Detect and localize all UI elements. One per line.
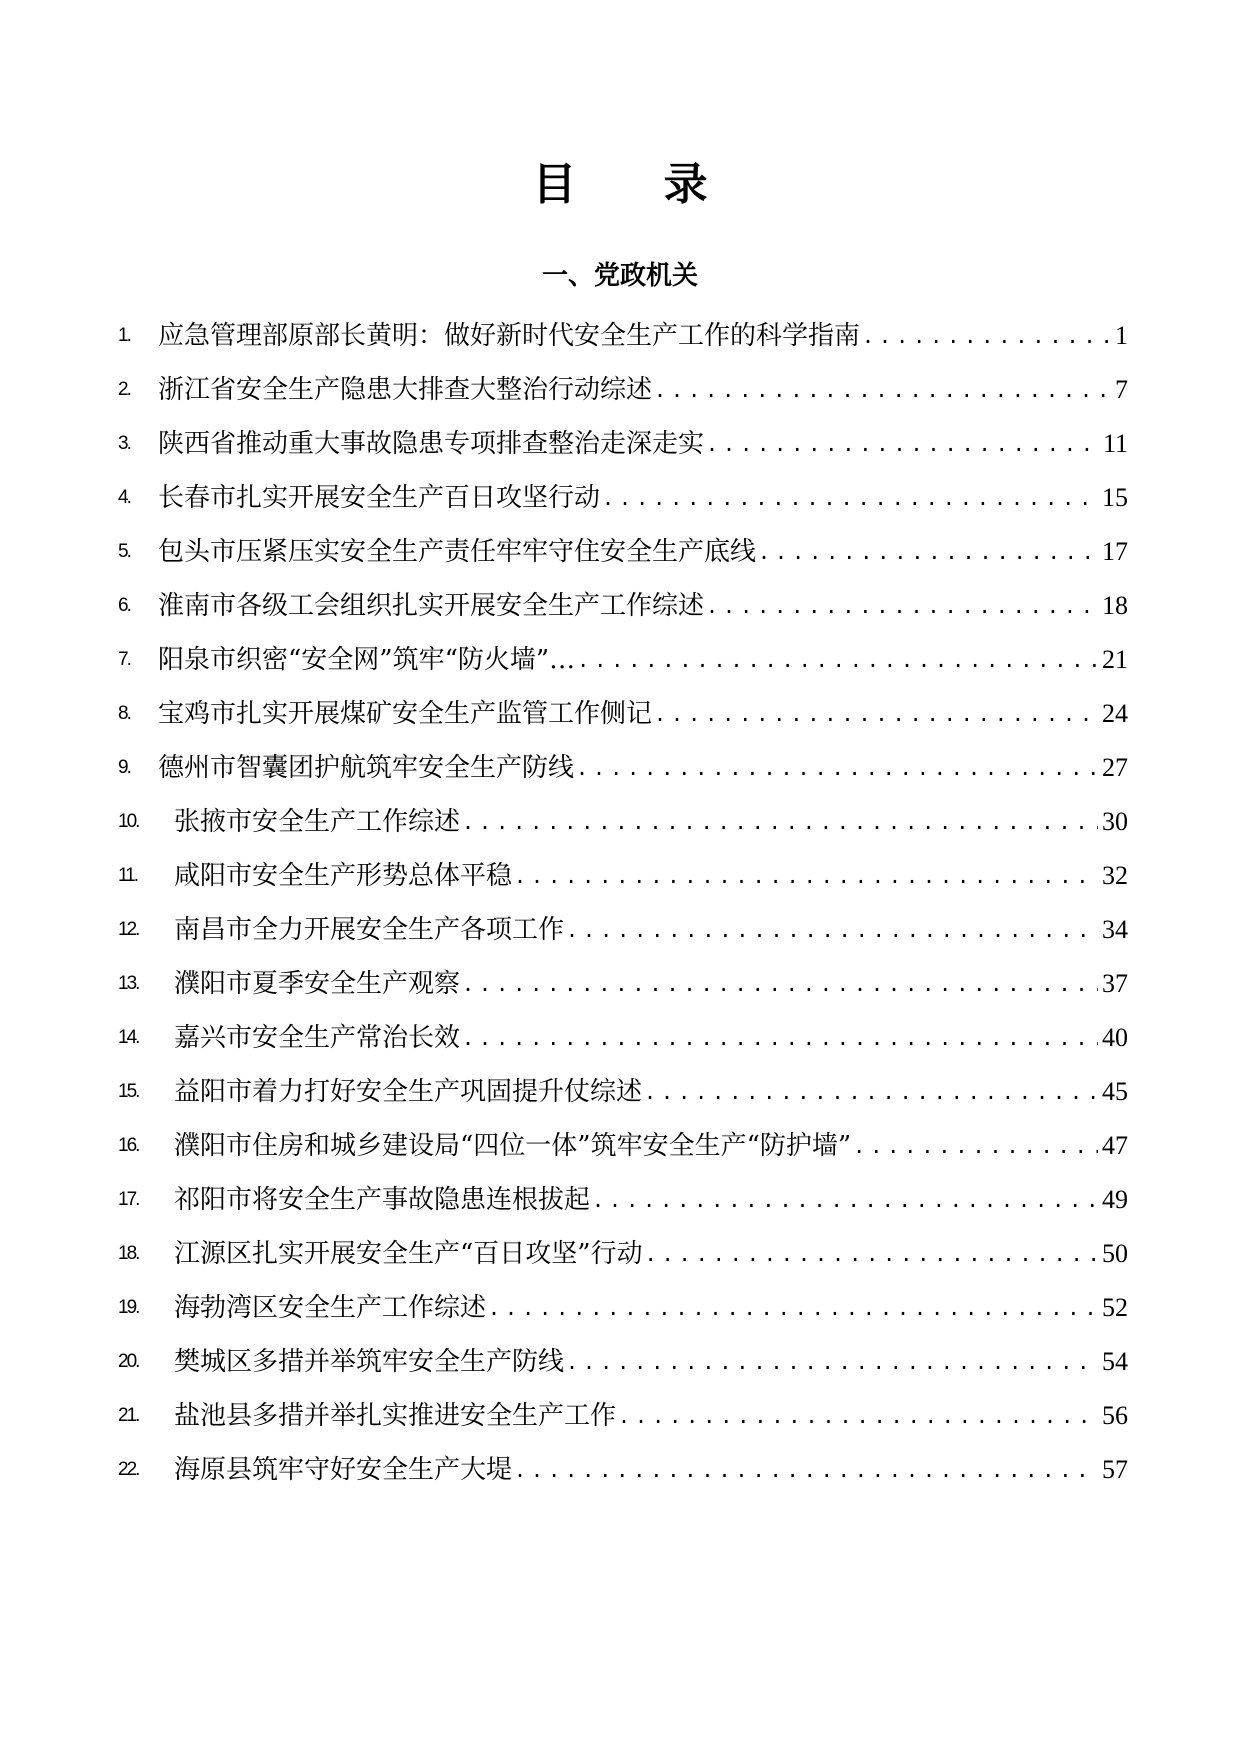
toc-entry-number: 3. (118, 433, 130, 454)
toc-entry-title: 宝鸡市扎实开展煤矿安全生产监管工作侧记 (158, 699, 653, 729)
toc-entry[interactable] (118, 1065, 1128, 1119)
toc-entry-page: 1 (1115, 321, 1128, 350)
toc-entry-title: 嘉兴市安全生产常治长效 (174, 1023, 461, 1053)
toc-entry[interactable] (118, 1119, 1128, 1173)
toc-entry-title: 益阳市着力打好安全生产巩固提升仗综述 (174, 1077, 643, 1107)
toc-entry-title: 咸阳市安全生产形势总体平稳 (174, 861, 513, 891)
toc-entry-page: 37 (1102, 969, 1128, 998)
toc-entry-title: 盐池县多措并举扎实推进安全生产工作 (174, 1401, 617, 1431)
toc-entry-number: 21. (118, 1405, 139, 1426)
toc-entry[interactable] (118, 849, 1128, 903)
toc-entry-number: 15. (118, 1081, 139, 1102)
toc-entry-number: 1. (118, 325, 130, 346)
toc-entry[interactable] (118, 633, 1128, 687)
page-title: 目 录 (532, 159, 744, 210)
toc-dot-leader (514, 849, 1098, 903)
toc-entry-page: 17 (1102, 537, 1128, 566)
toc-entry[interactable] (118, 363, 1128, 417)
toc-entry-title: 海勃湾区安全生产工作综述 (174, 1293, 487, 1323)
toc-entry-title: 淮南市各级工会组织扎实开展安全生产工作综述 (158, 591, 705, 621)
toc-dot-leader (592, 1173, 1098, 1227)
toc-entry-title: 樊城区多措并举筑牢安全生产防线 (174, 1347, 565, 1377)
toc-entry[interactable] (118, 687, 1128, 741)
toc-entry-title: 濮阳市住房和城乡建设局“四位一体”筑牢安全生产“防护墙” (174, 1131, 852, 1161)
toc-entry-number: 22. (118, 1459, 139, 1480)
toc-entry[interactable] (118, 525, 1128, 579)
toc-entry-page: 7 (1115, 375, 1128, 404)
toc-dot-leader (462, 1011, 1098, 1065)
toc-entry-page: 18 (1102, 591, 1128, 620)
toc-entry-title: 南昌市全力开展安全生产各项工作 (174, 915, 565, 945)
toc-entry-number: 12. (118, 919, 139, 940)
toc-entry[interactable] (118, 1389, 1128, 1443)
toc-entry-page: 21 (1102, 645, 1128, 674)
toc-entry-number: 5. (118, 541, 130, 562)
toc-dot-leader (514, 1443, 1098, 1497)
toc-dot-leader (462, 957, 1098, 1011)
toc-entry[interactable] (118, 741, 1128, 795)
toc-entry-title: 江源区扎实开展安全生产“百日攻坚”行动 (174, 1239, 643, 1269)
toc-entry-number: 8. (118, 703, 130, 724)
toc-dot-leader (654, 363, 1110, 417)
toc-entry-page: 57 (1102, 1455, 1128, 1484)
toc-entry-page: 30 (1102, 807, 1128, 836)
toc-entry-number: 13. (118, 973, 139, 994)
toc-dot-leader (645, 1227, 1098, 1281)
toc-entry-page: 34 (1102, 915, 1128, 944)
toc-entry-page: 52 (1102, 1293, 1128, 1322)
toc-dot-leader (862, 309, 1110, 363)
toc-entry-title: 阳泉市织密“安全网”筑牢“防火墙”… (158, 645, 576, 675)
toc-entry-page: 56 (1102, 1401, 1128, 1430)
toc-entry[interactable] (118, 1011, 1128, 1065)
toc-entry[interactable] (118, 309, 1128, 363)
toc-dot-leader (566, 903, 1098, 957)
toc-dot-leader (654, 687, 1098, 741)
toc-entry-title: 长春市扎实开展安全生产百日攻坚行动 (158, 483, 601, 513)
toc-entry-number: 16. (118, 1135, 139, 1156)
toc-entry[interactable] (118, 471, 1128, 525)
toc-entry-page: 32 (1102, 861, 1128, 890)
toc-entry-page: 45 (1102, 1077, 1128, 1106)
toc-entry[interactable] (118, 1335, 1128, 1389)
section-heading: 一、党政机关 (541, 261, 698, 291)
toc-entry-title: 海原县筑牢守好安全生产大堤 (174, 1455, 513, 1485)
toc-entry-number: 20. (118, 1351, 139, 1372)
toc-entry[interactable] (118, 957, 1128, 1011)
toc-entry[interactable] (118, 903, 1128, 957)
toc-entry-page: 54 (1102, 1347, 1128, 1376)
toc-dot-leader (618, 1389, 1098, 1443)
toc-entry[interactable] (118, 1173, 1128, 1227)
toc-entry-number: 10. (118, 811, 139, 832)
toc-dot-leader (706, 579, 1098, 633)
toc-entry-number: 4. (118, 487, 130, 508)
toc-dot-leader (577, 633, 1098, 687)
toc-entry-title: 濮阳市夏季安全生产观察 (174, 969, 461, 999)
toc-entry[interactable] (118, 417, 1128, 471)
toc-entry-number: 18. (118, 1243, 139, 1264)
toc-entry-page: 47 (1102, 1131, 1128, 1160)
toc-entry-page: 27 (1102, 753, 1128, 782)
toc-entry-page: 15 (1102, 483, 1128, 512)
toc-entry-title: 张掖市安全生产工作综述 (174, 807, 461, 837)
toc-entry-title: 浙江省安全生产隐患大排查大整治行动综述 (158, 375, 653, 405)
toc-entry-page: 49 (1102, 1185, 1128, 1214)
toc-entry[interactable] (118, 1227, 1128, 1281)
toc-entry-title: 德州市智囊团护航筑牢安全生产防线 (158, 753, 575, 783)
toc-entry-number: 11. (118, 865, 138, 886)
toc-entry[interactable] (118, 579, 1128, 633)
toc-entry-page: 50 (1102, 1239, 1128, 1268)
toc-dot-leader (602, 471, 1098, 525)
toc-dot-leader (576, 741, 1098, 795)
toc-dot-leader (566, 1335, 1098, 1389)
toc-entry[interactable] (118, 1281, 1128, 1335)
toc-entry-page: 40 (1102, 1023, 1128, 1052)
toc-entry[interactable] (118, 795, 1128, 849)
toc-entry-number: 6. (118, 595, 130, 616)
toc-entry-number: 19. (118, 1297, 139, 1318)
toc-entry-title: 包头市压紧压实安全生产责任牢牢守住安全生产底线 (158, 537, 757, 567)
toc-dot-leader (462, 795, 1098, 849)
toc-entry-page: 11 (1102, 429, 1128, 458)
toc-entry-number: 14. (118, 1027, 139, 1048)
toc-entry-number: 17. (118, 1189, 139, 1210)
toc-entry-number: 9. (118, 757, 130, 778)
toc-dot-leader (853, 1119, 1098, 1173)
toc-dot-leader (644, 1065, 1098, 1119)
toc-dot-leader (488, 1281, 1098, 1335)
toc-dot-leader (758, 525, 1098, 579)
toc-entry[interactable] (118, 1443, 1128, 1497)
toc-entry-page: 24 (1102, 699, 1128, 728)
toc-entry-number: 7. (118, 649, 130, 670)
toc-entry-number: 2. (118, 379, 130, 400)
toc-entry-title: 陕西省推动重大事故隐患专项排查整治走深走实 (158, 429, 705, 459)
toc-list (118, 309, 1128, 1497)
toc-dot-leader (706, 417, 1099, 471)
toc-entry-title: 祁阳市将安全生产事故隐患连根拔起 (174, 1185, 591, 1215)
toc-entry-title: 应急管理部原部长黄明：做好新时代安全生产工作的科学指南 (158, 321, 861, 351)
